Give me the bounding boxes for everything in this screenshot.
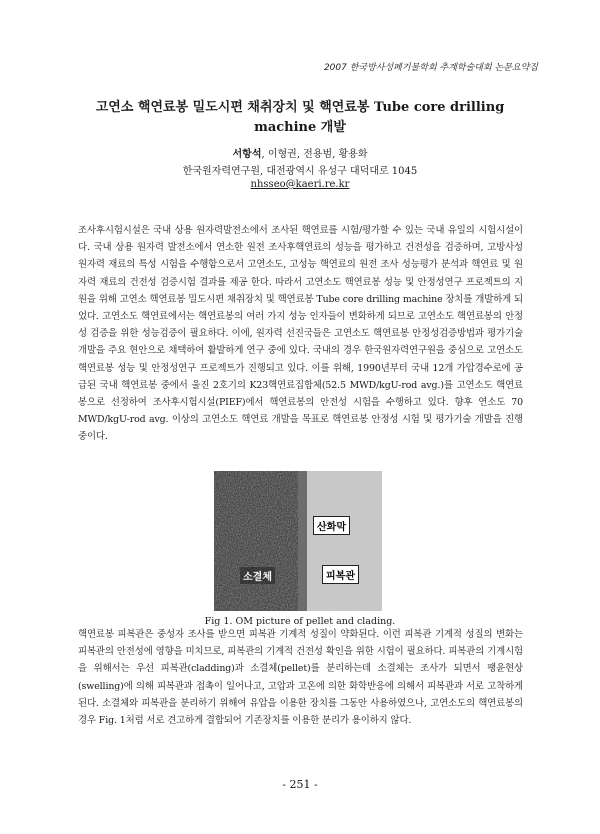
author-list (0, 145, 600, 160)
figure-om-picture (214, 471, 382, 611)
oxide-layer-label: 산화막 (313, 516, 350, 535)
conference-header: 2007 한국방사성폐기물학회 추계학술대회 논문요약집 (323, 63, 538, 73)
lead-author: 서항석 (232, 149, 262, 160)
affiliation: 한국원자력연구원, 대전광역시 유성구 대덕대로 1045 (182, 166, 418, 177)
pellet-label: 소결체 (240, 567, 275, 584)
page-number: - 251 - (282, 778, 318, 791)
figure-caption: Fig 1. OM picture of pellet and clading. (204, 616, 396, 627)
body-paragraph-1: 조사후시험시설은 국내 상용 원자력발전소에서 조사된 핵연료를 시험/평가할 수 있는 국내 유일의 시험시설이다. 국내 상용 원자력 발전소에서 연소한 원전 조사후핵연료의 성능을 평가하고 건전성을 검증하며, 고방사성 원자력 재료의 특성 시험을 수행함으로서 고연소도, 고성능 핵연료의 원전 조사 성능평가 분석과 핵연료 및 원자력 재료의 건전성 검증시험 결과를 제공 한다. 따라서 고연소도 핵연료봉 성능 및 안정성연구 프로젝트의 지원을 위해 고연소 핵연료봉 밀도시편 채취장치 및 핵연료봉 Tube core drilling machine 장치를 개발하게 되었다. 고연소도 핵연료에서는 핵연료봉의 여러 가지 성능 인자들이 변화하게 되므로 고연소도 핵연료봉의 안정성 검증을 위한 성능검증이 필요하다. 이에, 원자력 선진국들은 고연소도 핵연료봉 안정성검증방법과 평가기술개발을 주요 현안으로 채택하여 활발하게 연구 중에 있다. 국내의 경우 한국원자력연구원을 중심으로 고연소도 핵연료봉 성능 및 안정성연구 프로젝트가 진행되고 있다. 이를 위해, 1990년부터 국내 12개 가압경수로에 공급된 국내 핵연료봉 중에서 울진 2호기의 K23핵연료집합체(52.5 MWD/kgU-rod avg.)를 고연소도 핵연료봉으로 선정하여 조사후시험시설(PIEF)에서 핵연료봉의 안전성 시험을 수행하고 있다. 향후 연소도 70 MWD/kgU-rod avg. 이상의 고연소도 핵연료 개발을 목표로 핵연료봉 안정성 시험 및 평가기술 개발을 진행중이다. (78, 225, 523, 443)
om-micrograph-image (214, 471, 382, 611)
body-paragraph-2: 핵연료봉 피복관은 중성자 조사를 받으면 피복관 기계적 성질이 약화된다. 이런 피복관 기계적 성질의 변화는 피복관의 안전성에 영향을 미치므로, 피복관의 기계적 건전성 확인을 위한 시험이 필요하다. 피복관의 기계시험을 위해서는 우선 피복관(cladding)과 소결체(pellet)를 분리하는데 소결체는 조사가 되면서 팽윤현상(swelling)에 의해 피복관과 접촉이 일어나고, 고압과 고온에 의한 화학반응에 의해서 피복관과 서로 고착하게 된다. 소결체와 피복관을 분리하기 위해여 유압을 이용한 장치를 그동안 사용하였으나, 고연소도의 핵연료봉의 경우 Fig. 1처럼 서로 견고하게 결합되어 기존장치를 이용한 분리가 용이하지 않다. (78, 629, 523, 727)
cladding-label: 피복관 (322, 565, 359, 584)
paper-title: 고연소 핵연료봉 밀도시편 채취장치 및 핵연료봉 Tube core drilling machine 개발 (95, 100, 505, 135)
co-authors: , 이형권, 전용범, 황용화 (261, 149, 368, 160)
author-email[interactable]: nhsseo@kaeri.re.kr (250, 179, 350, 190)
